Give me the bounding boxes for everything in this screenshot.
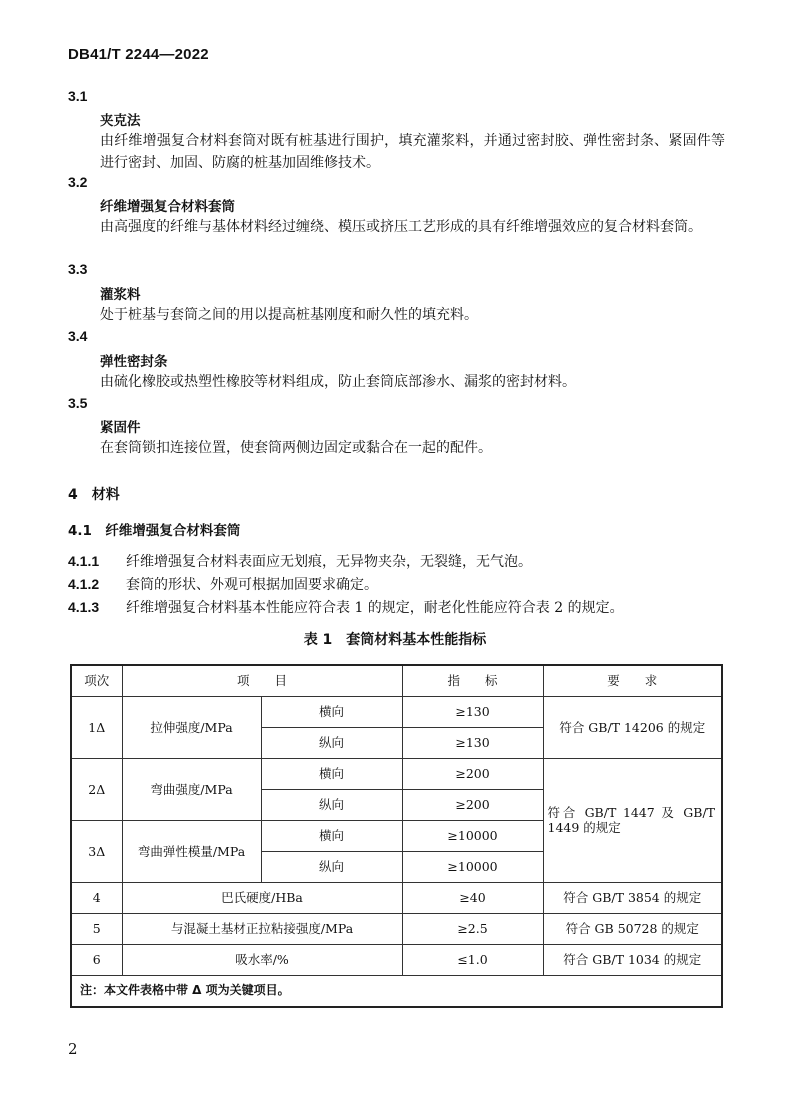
row-number: 4 [71,882,122,913]
term-number: 3.5 [68,395,88,411]
clause-text: 纤维增强复合材料基本性能应符合表 1 的规定，耐老化性能应符合表 2 的规定。 [126,600,624,616]
term-number: 3.1 [68,88,88,104]
index-value: ≥2.5 [402,913,543,944]
row-number: 3Δ [71,820,122,882]
section-heading: 4 材料 [68,487,120,503]
table-header-row [71,665,722,696]
table-row [71,696,722,727]
requirement: 符合 GB 50728 的规定 [543,913,722,944]
item-name: 弯曲强度/MPa [122,758,261,820]
row-number: 2Δ [71,758,122,820]
term-number: 3.3 [68,261,88,277]
header-cell: 要 求 [543,665,722,696]
requirement: 符合 GB/T 14206 的规定 [543,696,722,758]
requirement: 符合 GB/T 3854 的规定 [543,882,722,913]
term-definition: 处于桩基与套筒之间的用以提高桩基刚度和耐久性的填充料。 [100,307,478,323]
index-value: ≤1.0 [402,944,543,975]
index-value: ≥10000 [402,820,543,851]
clause-text: 纤维增强复合材料表面应无划痕，无异物夹杂，无裂缝，无气泡。 [126,554,532,570]
item-name: 巴氏硬度/HBa [122,882,402,913]
requirement: 符合 GB/T 1034 的规定 [543,944,722,975]
requirement: 符合 GB/T 1447 及 GB/T 1449 的规定 [543,758,722,882]
term-title: 夹克法 [100,113,141,129]
row-number: 6 [71,944,122,975]
term-definition: 在套筒锁扣连接位置，使套筒两侧边固定或黏合在一起的配件。 [100,440,492,456]
table-row [71,758,722,789]
item-name: 拉伸强度/MPa [122,696,261,758]
table-caption: 表 1 套筒材料基本性能指标 [303,632,487,648]
subsection-heading: 4.1 纤维增强复合材料套筒 [68,523,241,539]
term-title: 紧固件 [100,420,141,436]
direction-label: 横向 [261,820,402,851]
term-title: 灌浆料 [100,287,141,303]
header-cell: 项次 [71,665,122,696]
header-cell: 项 目 [122,665,402,696]
index-value: ≥10000 [402,851,543,882]
index-value: ≥130 [402,727,543,758]
term-definition: 由纤维增强复合材料套筒对既有桩基进行围护，填充灌浆料，并通过密封胶、弹性密封条、紧固件等进行密封、加固、防腐的桩基加固维修技术。 [100,133,725,171]
table-note-row [71,975,722,1007]
term-title: 纤维增强复合材料套筒 [100,199,235,215]
direction-label: 纵向 [261,727,402,758]
direction-label: 纵向 [261,789,402,820]
clause [68,574,378,594]
term-number: 3.2 [68,174,88,190]
item-name: 弯曲弹性模量/MPa [122,820,261,882]
index-value: ≥40 [402,882,543,913]
clause-text: 套筒的形状、外观可根据加固要求确定。 [126,577,378,593]
direction-label: 横向 [261,758,402,789]
direction-label: 纵向 [261,851,402,882]
term-definition: 由硫化橡胶或热塑性橡胶等材料组成，防止套筒底部渗水、漏浆的密封材料。 [100,374,576,390]
table-row [71,913,722,944]
header-cell: 指 标 [402,665,543,696]
table-row [71,944,722,975]
term-number: 3.4 [68,328,88,344]
table-row [71,882,722,913]
row-number: 1Δ [71,696,122,758]
material-properties-table [70,664,723,1008]
row-number: 5 [71,913,122,944]
term-title: 弹性密封条 [100,354,168,370]
table-note: 注：本文件表格中带 Δ 项为关键项目。 [71,975,722,1007]
index-value: ≥200 [402,758,543,789]
document-code: DB41/T 2244—2022 [68,46,209,63]
page-number: 2 [68,1040,78,1058]
clause [68,597,624,617]
clause [68,551,532,571]
clause-number: 4.1.1 [68,553,100,569]
clause-number: 4.1.3 [68,599,100,615]
term-definition: 由高强度的纤维与基体材料经过缠绕、模压或挤压工艺形成的具有纤维增强效应的复合材料套筒。 [100,219,702,235]
index-value: ≥200 [402,789,543,820]
item-name: 与混凝土基材正拉粘接强度/MPa [122,913,402,944]
item-name: 吸水率/% [122,944,402,975]
clause-number: 4.1.2 [68,576,100,592]
index-value: ≥130 [402,696,543,727]
direction-label: 横向 [261,696,402,727]
